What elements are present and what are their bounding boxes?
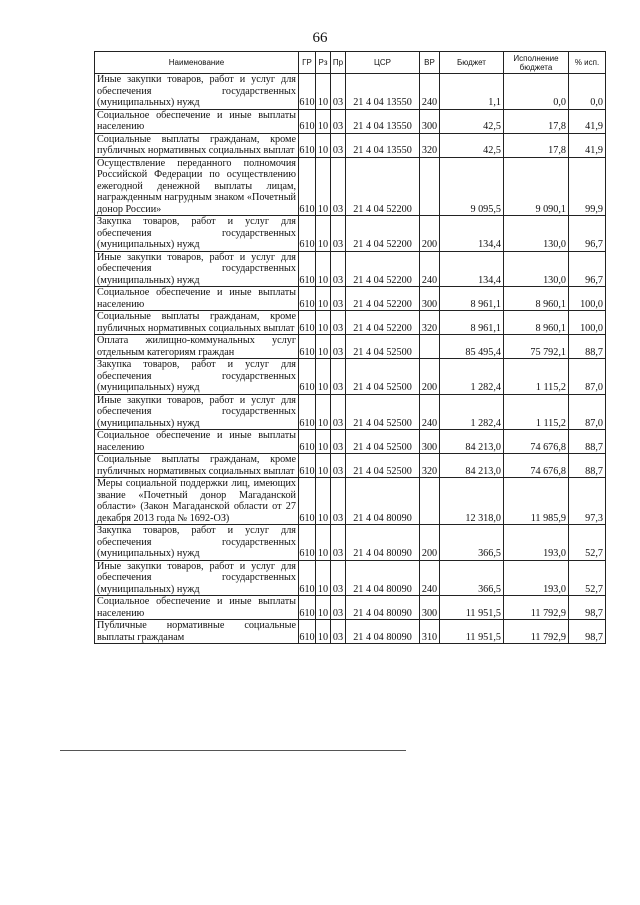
row-gr: 610 <box>299 133 316 157</box>
row-percent: 0,0 <box>569 74 606 110</box>
table-row <box>95 216 606 252</box>
row-csr: 21 4 04 80090 <box>346 620 420 644</box>
row-csr: 21 4 04 80090 <box>346 525 420 561</box>
row-vr: 200 <box>420 359 440 395</box>
row-execution: 75 792,1 <box>504 335 569 359</box>
row-csr: 21 4 04 52500 <box>346 394 420 430</box>
row-gr: 610 <box>299 74 316 110</box>
row-rz: 10 <box>316 394 331 430</box>
row-execution: 9 090,1 <box>504 157 569 216</box>
row-gr: 610 <box>299 596 316 620</box>
row-percent: 52,7 <box>569 525 606 561</box>
row-name: Закупка товаров, работ и услуг для обеспечения государственных (муниципальных) нужд <box>95 359 299 395</box>
row-percent: 88,7 <box>569 335 606 359</box>
row-pr: 03 <box>331 216 346 252</box>
row-budget: 366,5 <box>440 560 504 596</box>
row-name: Социальное обеспечение и иные выплаты населению <box>95 430 299 454</box>
row-name: Закупка товаров, работ и услуг для обеспечения государственных (муниципальных) нужд <box>95 216 299 252</box>
row-rz: 10 <box>316 157 331 216</box>
row-percent: 41,9 <box>569 133 606 157</box>
row-percent: 88,7 <box>569 454 606 478</box>
row-rz: 10 <box>316 560 331 596</box>
table-row <box>95 133 606 157</box>
row-vr: 300 <box>420 287 440 311</box>
header-name: Наименование <box>95 52 299 74</box>
row-vr: 320 <box>420 454 440 478</box>
row-gr: 610 <box>299 287 316 311</box>
row-percent: 96,7 <box>569 216 606 252</box>
row-percent: 99,9 <box>569 157 606 216</box>
row-vr: 240 <box>420 251 440 287</box>
row-name: Иные закупки товаров, работ и услуг для обеспечения государственных (муниципальных) нужд <box>95 251 299 287</box>
row-execution: 11 985,9 <box>504 478 569 525</box>
row-csr: 21 4 04 80090 <box>346 560 420 596</box>
row-gr: 610 <box>299 157 316 216</box>
row-vr: 200 <box>420 525 440 561</box>
row-budget: 1 282,4 <box>440 359 504 395</box>
row-percent: 100,0 <box>569 311 606 335</box>
row-rz: 10 <box>316 454 331 478</box>
row-vr: 300 <box>420 596 440 620</box>
row-name: Социальное обеспечение и иные выплаты населению <box>95 596 299 620</box>
header-percent: % исп. <box>569 52 606 74</box>
row-vr: 320 <box>420 311 440 335</box>
row-pr: 03 <box>331 430 346 454</box>
table-row <box>95 430 606 454</box>
row-rz: 10 <box>316 74 331 110</box>
header-vr: ВР <box>420 52 440 74</box>
table-row <box>95 620 606 644</box>
header-pr: Пр <box>331 52 346 74</box>
row-rz: 10 <box>316 430 331 454</box>
row-percent: 98,7 <box>569 620 606 644</box>
row-pr: 03 <box>331 74 346 110</box>
row-name: Осуществление переданного полномочия Российской Федерации по осуществлению ежегодной денежной выплаты лицам, награжденным нагрудным знаком «Почетный донор России» <box>95 157 299 216</box>
row-gr: 610 <box>299 109 316 133</box>
row-vr <box>420 157 440 216</box>
row-execution: 8 960,1 <box>504 311 569 335</box>
row-percent: 87,0 <box>569 394 606 430</box>
row-execution: 8 960,1 <box>504 287 569 311</box>
row-execution: 130,0 <box>504 251 569 287</box>
row-csr: 21 4 04 52500 <box>346 430 420 454</box>
row-budget: 1,1 <box>440 74 504 110</box>
row-csr: 21 4 04 13550 <box>346 133 420 157</box>
row-vr: 320 <box>420 133 440 157</box>
table-row <box>95 596 606 620</box>
row-budget: 366,5 <box>440 525 504 561</box>
table-row <box>95 335 606 359</box>
row-execution: 11 792,9 <box>504 596 569 620</box>
table-row <box>95 478 606 525</box>
row-budget: 8 961,1 <box>440 311 504 335</box>
row-name: Социальные выплаты гражданам, кроме публичных нормативных социальных выплат <box>95 454 299 478</box>
row-pr: 03 <box>331 359 346 395</box>
row-budget: 11 951,5 <box>440 596 504 620</box>
row-percent: 87,0 <box>569 359 606 395</box>
row-csr: 21 4 04 52200 <box>346 287 420 311</box>
row-csr: 21 4 04 80090 <box>346 478 420 525</box>
row-name: Меры социальной поддержки лиц, имеющих звание «Почетный донор Магаданской области» (Закон Магаданской области от 27 декабря 2013 года № 1692-ОЗ) <box>95 478 299 525</box>
row-gr: 610 <box>299 430 316 454</box>
row-budget: 85 495,4 <box>440 335 504 359</box>
footnote-separator <box>60 750 406 751</box>
row-vr: 300 <box>420 109 440 133</box>
row-csr: 21 4 04 52200 <box>346 216 420 252</box>
budget-table <box>94 51 606 644</box>
row-vr: 310 <box>420 620 440 644</box>
row-vr: 300 <box>420 430 440 454</box>
row-csr: 21 4 04 52200 <box>346 157 420 216</box>
row-pr: 03 <box>331 109 346 133</box>
row-execution: 0,0 <box>504 74 569 110</box>
row-gr: 610 <box>299 335 316 359</box>
row-percent: 97,3 <box>569 478 606 525</box>
row-pr: 03 <box>331 311 346 335</box>
row-percent: 52,7 <box>569 560 606 596</box>
row-pr: 03 <box>331 596 346 620</box>
row-percent: 100,0 <box>569 287 606 311</box>
row-name: Иные закупки товаров, работ и услуг для обеспечения государственных (муниципальных) нужд <box>95 394 299 430</box>
row-gr: 610 <box>299 560 316 596</box>
row-execution: 130,0 <box>504 216 569 252</box>
row-gr: 610 <box>299 478 316 525</box>
row-budget: 84 213,0 <box>440 454 504 478</box>
row-pr: 03 <box>331 287 346 311</box>
row-vr: 240 <box>420 560 440 596</box>
row-budget: 134,4 <box>440 251 504 287</box>
header-budget: Бюджет <box>440 52 504 74</box>
row-budget: 84 213,0 <box>440 430 504 454</box>
table-row <box>95 560 606 596</box>
row-csr: 21 4 04 52500 <box>346 335 420 359</box>
row-name: Социальные выплаты гражданам, кроме публичных нормативных социальных выплат <box>95 133 299 157</box>
table-row <box>95 251 606 287</box>
row-budget: 134,4 <box>440 216 504 252</box>
row-vr <box>420 335 440 359</box>
row-gr: 610 <box>299 394 316 430</box>
row-gr: 610 <box>299 251 316 287</box>
row-pr: 03 <box>331 478 346 525</box>
row-rz: 10 <box>316 109 331 133</box>
row-name: Иные закупки товаров, работ и услуг для обеспечения государственных (муниципальных) нужд <box>95 74 299 110</box>
header-execution: Исполнение бюджета <box>504 52 569 74</box>
row-gr: 610 <box>299 620 316 644</box>
row-gr: 610 <box>299 311 316 335</box>
row-name: Социальные выплаты гражданам, кроме публичных нормативных социальных выплат <box>95 311 299 335</box>
table-row <box>95 454 606 478</box>
row-rz: 10 <box>316 287 331 311</box>
row-pr: 03 <box>331 454 346 478</box>
row-name: Закупка товаров, работ и услуг для обеспечения государственных (муниципальных) нужд <box>95 525 299 561</box>
row-percent: 96,7 <box>569 251 606 287</box>
row-budget: 11 951,5 <box>440 620 504 644</box>
row-csr: 21 4 04 52500 <box>346 359 420 395</box>
row-pr: 03 <box>331 335 346 359</box>
header-gr: ГР <box>299 52 316 74</box>
row-csr: 21 4 04 52200 <box>346 251 420 287</box>
page-number: 66 <box>312 30 328 46</box>
row-budget: 42,5 <box>440 109 504 133</box>
row-pr: 03 <box>331 251 346 287</box>
row-percent: 41,9 <box>569 109 606 133</box>
row-rz: 10 <box>316 216 331 252</box>
row-pr: 03 <box>331 525 346 561</box>
row-pr: 03 <box>331 157 346 216</box>
row-gr: 610 <box>299 359 316 395</box>
row-rz: 10 <box>316 251 331 287</box>
row-execution: 74 676,8 <box>504 430 569 454</box>
row-csr: 21 4 04 13550 <box>346 74 420 110</box>
row-rz: 10 <box>316 620 331 644</box>
row-execution: 1 115,2 <box>504 394 569 430</box>
row-csr: 21 4 04 52200 <box>346 311 420 335</box>
row-rz: 10 <box>316 133 331 157</box>
table-row <box>95 394 606 430</box>
row-rz: 10 <box>316 525 331 561</box>
row-rz: 10 <box>316 359 331 395</box>
table-row <box>95 311 606 335</box>
row-rz: 10 <box>316 596 331 620</box>
row-gr: 610 <box>299 454 316 478</box>
row-pr: 03 <box>331 620 346 644</box>
row-vr: 240 <box>420 394 440 430</box>
row-budget: 1 282,4 <box>440 394 504 430</box>
row-vr: 200 <box>420 216 440 252</box>
row-execution: 74 676,8 <box>504 454 569 478</box>
row-budget: 8 961,1 <box>440 287 504 311</box>
table-row <box>95 109 606 133</box>
row-name: Социальное обеспечение и иные выплаты населению <box>95 287 299 311</box>
header-rz: Рз <box>316 52 331 74</box>
table-row <box>95 525 606 561</box>
row-execution: 17,8 <box>504 109 569 133</box>
row-execution: 11 792,9 <box>504 620 569 644</box>
row-gr: 610 <box>299 525 316 561</box>
row-pr: 03 <box>331 133 346 157</box>
row-rz: 10 <box>316 335 331 359</box>
table-row <box>95 287 606 311</box>
table-header-row <box>95 52 606 74</box>
row-csr: 21 4 04 13550 <box>346 109 420 133</box>
row-budget: 42,5 <box>440 133 504 157</box>
row-percent: 98,7 <box>569 596 606 620</box>
row-vr <box>420 478 440 525</box>
row-percent: 88,7 <box>569 430 606 454</box>
row-vr: 240 <box>420 74 440 110</box>
row-pr: 03 <box>331 394 346 430</box>
table-row <box>95 157 606 216</box>
row-rz: 10 <box>316 478 331 525</box>
row-budget: 12 318,0 <box>440 478 504 525</box>
row-name: Иные закупки товаров, работ и услуг для обеспечения государственных (муниципальных) нужд <box>95 560 299 596</box>
table-row <box>95 359 606 395</box>
row-rz: 10 <box>316 311 331 335</box>
row-csr: 21 4 04 80090 <box>346 596 420 620</box>
row-execution: 1 115,2 <box>504 359 569 395</box>
row-gr: 610 <box>299 216 316 252</box>
row-execution: 193,0 <box>504 525 569 561</box>
row-pr: 03 <box>331 560 346 596</box>
row-name: Социальное обеспечение и иные выплаты населению <box>95 109 299 133</box>
row-execution: 193,0 <box>504 560 569 596</box>
row-name: Публичные нормативные социальные выплаты гражданам <box>95 620 299 644</box>
row-execution: 17,8 <box>504 133 569 157</box>
row-csr: 21 4 04 52500 <box>346 454 420 478</box>
row-name: Оплата жилищно-коммунальных услуг отдельным категориям граждан <box>95 335 299 359</box>
table-row <box>95 74 606 110</box>
header-csr: ЦСР <box>346 52 420 74</box>
row-budget: 9 095,5 <box>440 157 504 216</box>
